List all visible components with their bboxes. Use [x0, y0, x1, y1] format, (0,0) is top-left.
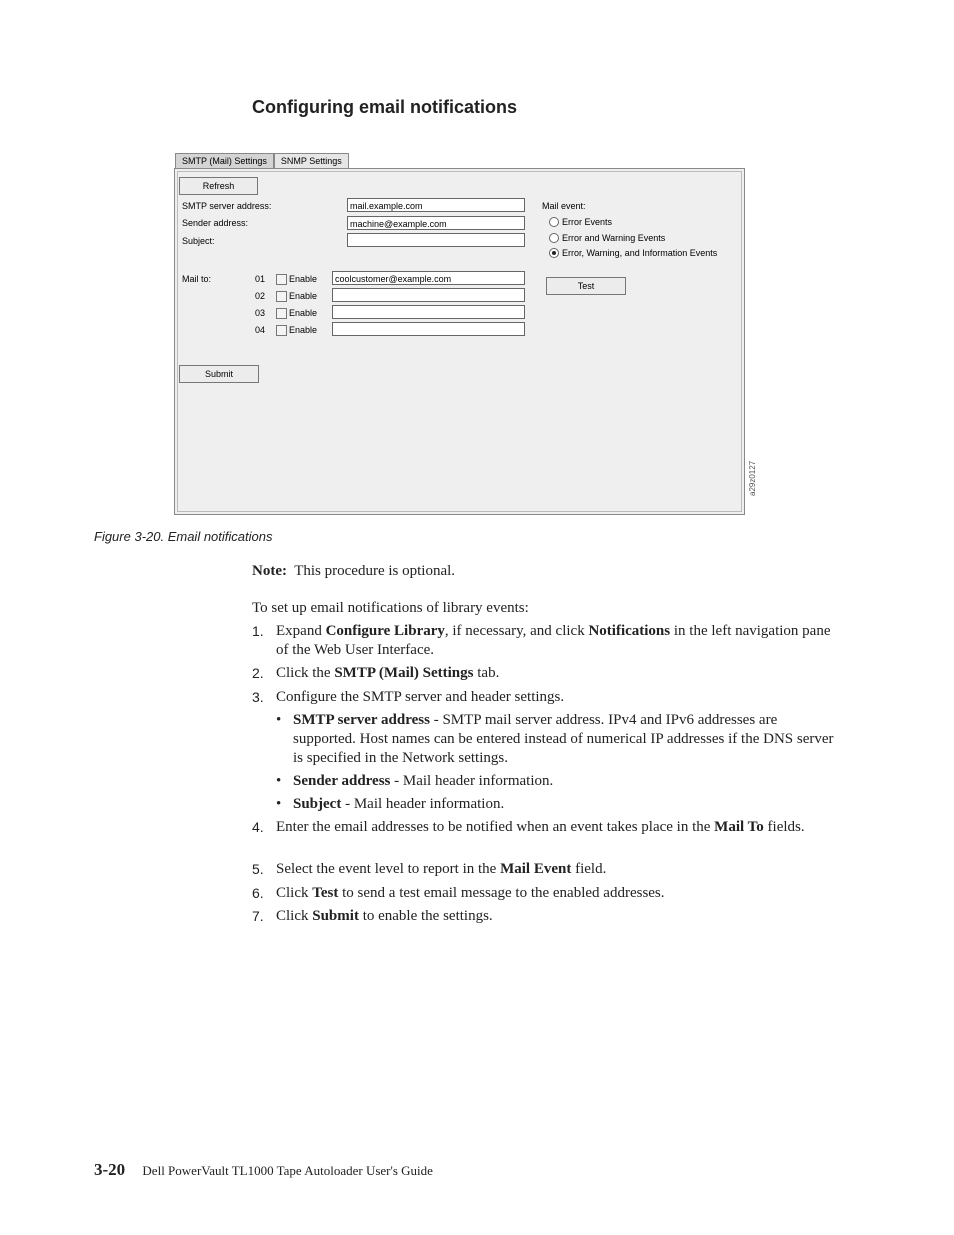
- step-number: 5.: [252, 861, 264, 877]
- step-text: Click Test to send a test email message to the enabled addresses.: [276, 885, 665, 901]
- bullet-dot: •: [276, 796, 282, 812]
- note-label: Note:: [252, 563, 287, 579]
- step-text: Click Submit to enable the settings.: [276, 908, 493, 924]
- enable-checkbox[interactable]: [276, 291, 287, 302]
- tab-smtp-settings[interactable]: SMTP (Mail) Settings: [175, 153, 274, 169]
- step-text: Configure the SMTP server and header settings.: [276, 689, 565, 705]
- figure-caption: Figure 3-20. Email notifications: [94, 529, 273, 544]
- step-1: [252, 622, 842, 658]
- step-4: [252, 818, 842, 838]
- event-option-label: Error, Warning, and Information Events: [562, 248, 718, 258]
- smtp-server-label: SMTP server address:: [182, 201, 272, 211]
- step-number: 4.: [252, 819, 264, 835]
- submit-button[interactable]: Submit: [179, 365, 259, 383]
- step-3: [252, 688, 842, 708]
- step-number: 1.: [252, 623, 264, 639]
- page-footer: [94, 1160, 433, 1180]
- bullet-dot: •: [276, 773, 282, 789]
- smtp-server-input[interactable]: mail.example.com: [347, 198, 525, 212]
- enable-label: Enable: [289, 291, 318, 301]
- mail-row-number: 01: [255, 274, 266, 284]
- step-5: [252, 860, 842, 880]
- event-radio-selected[interactable]: [549, 248, 559, 258]
- mail-to-input[interactable]: [332, 305, 525, 319]
- step-text: Select the event level to report in the Mail Event field.: [276, 861, 607, 877]
- figure-id: a29z0127: [748, 460, 757, 496]
- mail-to-label: Mail to:: [182, 274, 212, 284]
- event-option-label: Error Events: [562, 217, 613, 227]
- enable-checkbox[interactable]: [276, 308, 287, 319]
- book-title: Dell PowerVault TL1000 Tape Autoloader User's Guide: [142, 1163, 433, 1178]
- page-number: 3-20: [94, 1160, 126, 1179]
- subject-input[interactable]: [347, 233, 525, 247]
- section-heading: Configuring email notifications: [252, 97, 517, 117]
- mail-to-input[interactable]: [332, 322, 525, 336]
- subject-label: Subject:: [182, 236, 215, 246]
- event-radio[interactable]: [549, 217, 559, 227]
- step-text: Click the SMTP (Mail) Settings tab.: [276, 665, 500, 681]
- step-number: 3.: [252, 689, 264, 705]
- note-paragraph: [252, 562, 842, 581]
- sender-address-label: Sender address:: [182, 218, 249, 228]
- test-button[interactable]: Test: [546, 277, 626, 295]
- mail-to-input[interactable]: [332, 288, 525, 302]
- settings-tabs: [175, 153, 349, 169]
- mail-row-number: 02: [255, 291, 266, 301]
- sender-address-input[interactable]: machine@example.com: [347, 216, 525, 230]
- step-number: 2.: [252, 665, 264, 681]
- step-6: [252, 884, 842, 904]
- step-text: Expand Configure Library, if necessary, and click Notifications in the left navigation pane of the Web User Interface.: [276, 623, 831, 658]
- step-text: Enter the email addresses to be notified when an event takes place in the Mail To fields.: [276, 819, 805, 835]
- event-radio[interactable]: [549, 233, 559, 243]
- bullet-dot: •: [276, 712, 282, 728]
- step-7: [252, 907, 842, 927]
- enable-label: Enable: [289, 274, 318, 284]
- tab-snmp-settings[interactable]: SNMP Settings: [274, 153, 349, 169]
- step-2: [252, 664, 842, 684]
- event-option-label: Error and Warning Events: [562, 233, 666, 243]
- intro-text: To set up email notifications of library events:: [252, 600, 529, 616]
- mail-event-label: Mail event:: [542, 201, 586, 211]
- mail-row-number: 03: [255, 308, 266, 318]
- note-text: This procedure is optional.: [294, 563, 456, 579]
- enable-label: Enable: [289, 325, 318, 335]
- enable-label: Enable: [289, 308, 318, 318]
- mail-to-input[interactable]: coolcustomer@example.com: [332, 271, 525, 285]
- bullet-text: Subject - Mail header information.: [293, 796, 505, 812]
- refresh-button[interactable]: Refresh: [179, 177, 258, 195]
- enable-checkbox[interactable]: [276, 325, 287, 336]
- bullet-text: Sender address - Mail header information.: [293, 773, 554, 789]
- step-number: 7.: [252, 908, 264, 924]
- step-number: 6.: [252, 885, 264, 901]
- mail-row-number: 04: [255, 325, 266, 335]
- bullet-text: SMTP server address - SMTP mail server address. IPv4 and IPv6 addresses are supported. Host names can be entered instead of numerical IP addresses if the DNS server is specified in the Network settings.: [293, 712, 834, 766]
- enable-checkbox[interactable]: [276, 274, 287, 285]
